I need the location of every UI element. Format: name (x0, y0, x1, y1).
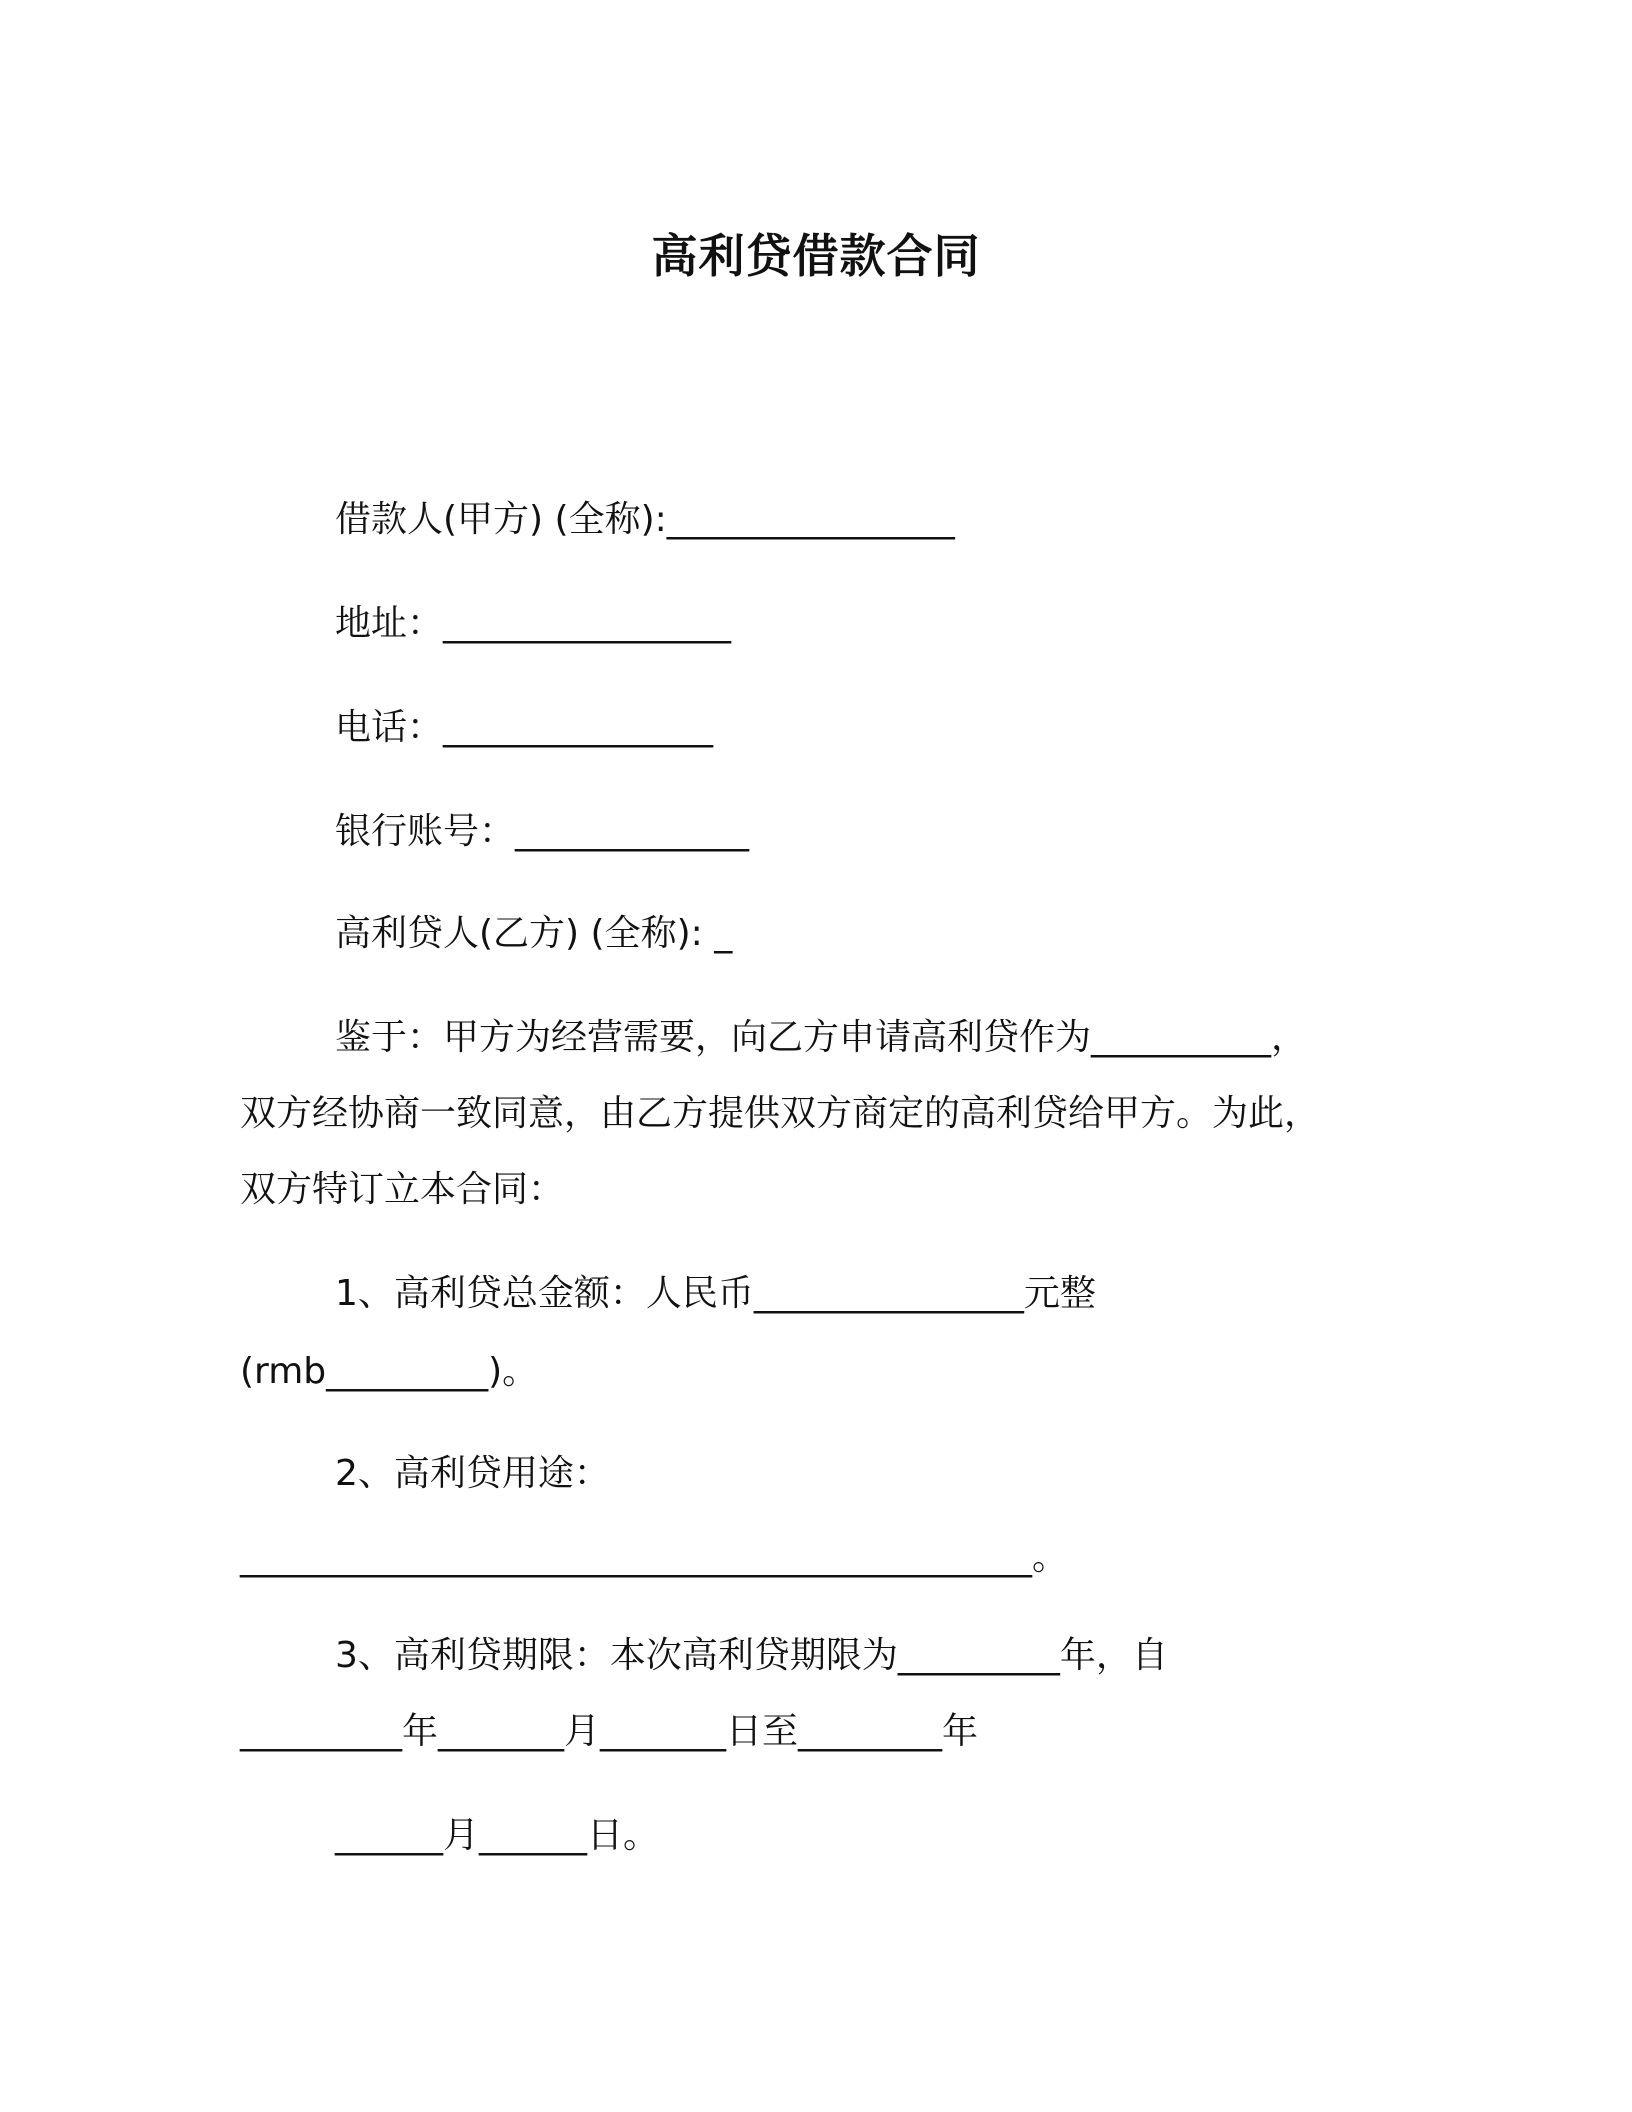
whereas-line-2: 双方经协商一致同意，由乙方提供双方商定的高利贷给甲方。为此， (240, 1093, 1321, 1134)
borrower-line: 借款人(甲方) (全称):________________ (335, 499, 955, 540)
clause-1-line-1: 1、高利贷总金额：人民币_______________元整 (335, 1273, 1096, 1314)
clause-1-line-2: (rmb_________)。 (240, 1351, 539, 1392)
bank-account-line: 银行账号：_____________ (335, 811, 750, 852)
whereas-line-3: 双方特订立本合同： (240, 1169, 565, 1210)
address-line: 地址：________________ (335, 603, 732, 644)
clause-3-line-3: ______月______日。 (335, 1815, 660, 1856)
phone-line: 电话：_______________ (335, 707, 714, 748)
lender-line: 高利贷人(乙方) (全称): _ (335, 913, 733, 954)
clause-2-line-2: ____________________________________________。 (240, 1537, 1068, 1578)
clause-2-line-1: 2、高利贷用途： (335, 1453, 610, 1494)
clause-3-line-2: _________年_______月_______日至________年 (240, 1711, 978, 1752)
clause-3-line-1: 3、高利贷期限：本次高利贷期限为_________年，自 (335, 1635, 1168, 1676)
document-title: 高利贷借款合同 (651, 229, 981, 283)
whereas-line-1: 鉴于：甲方为经营需要，向乙方申请高利贷作为__________， (335, 1017, 1308, 1058)
